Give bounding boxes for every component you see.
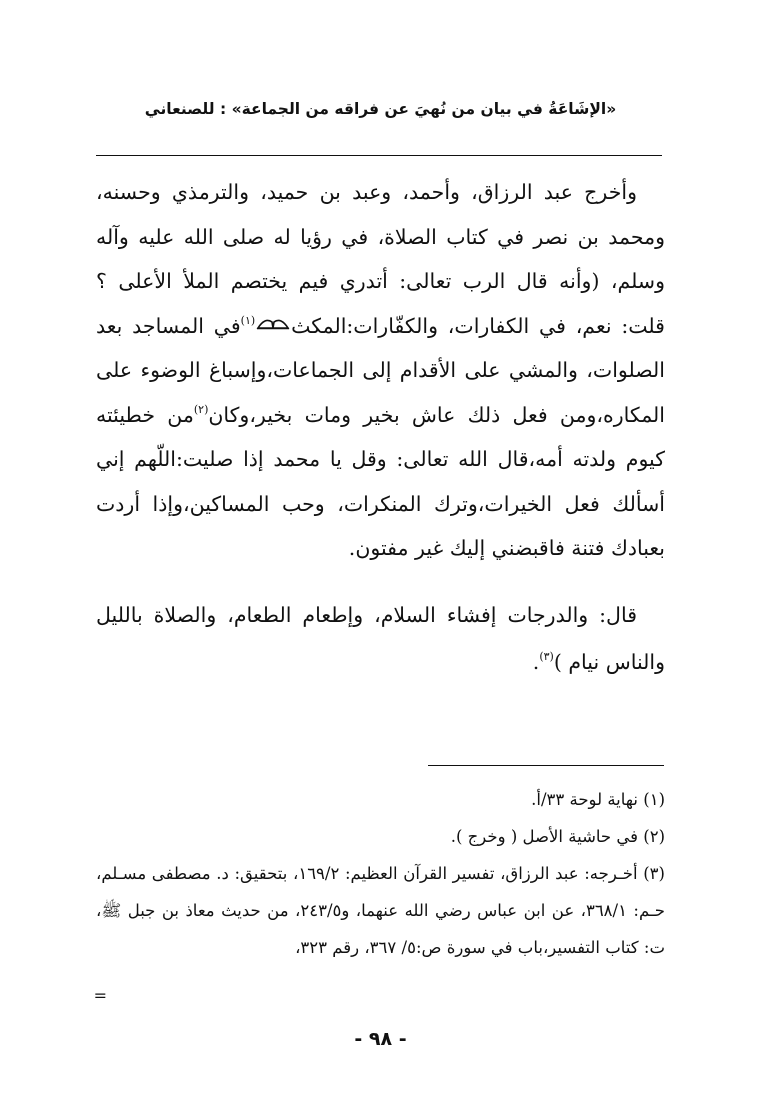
- footnote-1: (١) نهاية لوحة ٣٣/أ.: [531, 790, 665, 809]
- paragraph-text-b: في المساجد بعد الصلوات، والمشي على الأقدام إلى الجماعات،وإسباغ الوضوء على المكاره،ومن فعل ذلك عاش بخير ومات بخير،وكان: [96, 313, 665, 427]
- paragraph2-text: قال: والدرجات إفشاء السلام، وإطعام الطعام، والصلاة بالليل والناس نيام ): [96, 603, 665, 674]
- book-ellipsis-icon: [256, 316, 290, 330]
- paragraph-text-a: وأخرج عبد الرزاق، وأحمد، وعبد بن حميد، والترمذي وحسنه، ومحمد بن نصر في كتاب الصلاة، في رؤيا له صلى الله عليه وآله وسلم، (وأنه قال الرب تعالى: أتدري فيم يختصم الملأ الأعلى ؟ قلت: نعم، في الكفارات، والكفّارات:المكث: [96, 180, 665, 338]
- footnote-rule: [428, 765, 664, 766]
- running-header: «الإشَاعَةُ في بيان من نُهيَ عن فراقه من الجماعة» : للصنعاني: [144, 100, 617, 118]
- footnote-3: (٣) أخـرجه: عبد الرزاق، تفسير القرآن العظيم: ١٦٩/٢، بتحقيق: د. مصطفى مسـلم، حـم: ٣٦٨/١، عن ابن عباس رضي الله عنهما، و٢٤٣/٥، من حديث معاذ بن جبل ﷺ، ت: كتاب التفسير،باب في سورة ص:٥/ ٣٦٧، رقم ٣٢٣،: [96, 864, 665, 957]
- page-number: - ٩٨ -: [354, 1028, 407, 1050]
- paragraph2-end: .: [532, 650, 540, 674]
- footnote-ref-2[interactable]: (٢): [193, 402, 209, 416]
- footnote-ref-1[interactable]: (١): [240, 313, 256, 327]
- main-paragraph: [96, 170, 665, 571]
- footnote-2: (٢) في حاشية الأصل ( وخرج ).: [450, 827, 665, 846]
- second-paragraph: [96, 592, 665, 686]
- footnote-ref-3[interactable]: (٣): [539, 650, 554, 663]
- header-rule: [96, 155, 662, 156]
- paragraph-text-c: من خطيئته كيوم ولدته أمه،قال الله تعالى: وقل يا محمد إذا صليت:اللّهم إني أسألك فعل الخيرات،وترك المنكرات، وحب المساكين،وإذا أردت بعبادك فتنة فاقبضني إليك غير مفتون.: [96, 402, 665, 560]
- continuation-mark: =: [93, 986, 107, 1005]
- footnotes: [96, 781, 665, 966]
